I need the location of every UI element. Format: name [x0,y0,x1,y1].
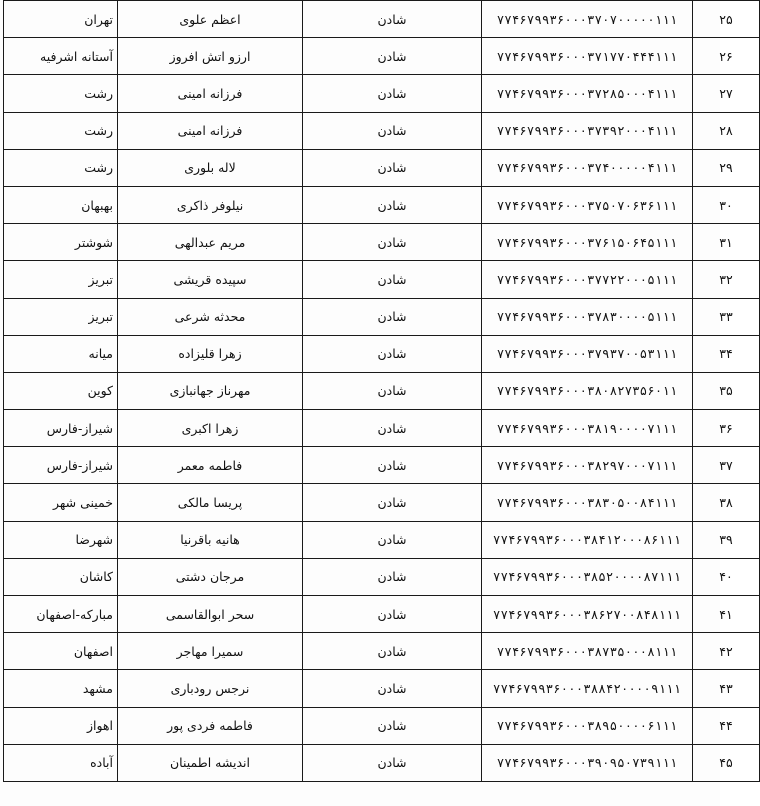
person-name-cell: محدثه شرعی [118,298,303,335]
table-row [4,484,760,521]
account-code-cell: ۷۷۴۶۷۹۹۳۶۰۰۰۳۹۰۹۵۰۷۳۹۱۱۱ [482,744,693,781]
status-cell: شادن [303,112,482,149]
city-cell: آستانه اشرفیه [4,38,118,75]
status-cell: شادن [303,558,482,595]
row-number-cell: ۲۶ [693,38,760,75]
city-cell: شیراز-فارس [4,447,118,484]
person-name-cell: مرجان دشتی [118,558,303,595]
city-cell: کاشان [4,558,118,595]
table-row [4,1,760,38]
account-code-cell: ۷۷۴۶۷۹۹۳۶۰۰۰۳۸۷۳۵۰۰۰۸۱۱۱ [482,633,693,670]
status-cell: شادن [303,707,482,744]
status-cell: شادن [303,224,482,261]
status-cell: شادن [303,261,482,298]
row-number-cell: ۳۳ [693,298,760,335]
city-cell: بهبهان [4,186,118,223]
status-cell: شادن [303,38,482,75]
status-cell: شادن [303,596,482,633]
person-name-cell: زهرا اکبری [118,410,303,447]
table-row [4,112,760,149]
account-code-cell: ۷۷۴۶۷۹۹۳۶۰۰۰۳۷۰۷۰۰۰۰۰۱۱۱ [482,1,693,38]
status-cell: شادن [303,335,482,372]
account-code-cell: ۷۷۴۶۷۹۹۳۶۰۰۰۳۸۰۸۲۷۳۵۶۰۱۱ [482,372,693,409]
account-code-cell: ۷۷۴۶۷۹۹۳۶۰۰۰۳۷۶۱۵۰۶۴۵۱۱۱ [482,224,693,261]
person-name-cell: سحر ابوالقاسمی [118,596,303,633]
city-cell: مشهد [4,670,118,707]
city-cell: اصفهان [4,633,118,670]
table-row [4,149,760,186]
person-name-cell: اندیشه اطمینان [118,744,303,781]
person-name-cell: نرجس رودباری [118,670,303,707]
city-cell: کوین [4,372,118,409]
table-row [4,224,760,261]
city-cell: شوشتر [4,224,118,261]
table-row [4,596,760,633]
table-row [4,372,760,409]
status-cell: شادن [303,75,482,112]
person-name-cell: سمیرا مهاجر [118,633,303,670]
person-name-cell: پریسا مالکی [118,484,303,521]
status-cell: شادن [303,298,482,335]
row-number-cell: ۲۵ [693,1,760,38]
table-row [4,298,760,335]
person-name-cell: فرزانه امینی [118,75,303,112]
table-row [4,447,760,484]
city-cell: رشت [4,75,118,112]
status-cell: شادن [303,521,482,558]
status-cell: شادن [303,744,482,781]
row-number-cell: ۲۸ [693,112,760,149]
city-cell: تبریز [4,261,118,298]
row-number-cell: ۳۵ [693,372,760,409]
account-code-cell: ۷۷۴۶۷۹۹۳۶۰۰۰۳۷۳۹۲۰۰۰۴۱۱۱ [482,112,693,149]
person-name-cell: هانیه باقرنیا [118,521,303,558]
status-cell: شادن [303,484,482,521]
table-row [4,521,760,558]
row-number-cell: ۴۱ [693,596,760,633]
table-row [4,335,760,372]
table-row [4,75,760,112]
person-name-cell: اعظم علوی [118,1,303,38]
person-name-cell: فرزانه امینی [118,112,303,149]
row-number-cell: ۴۳ [693,670,760,707]
table-row [4,744,760,781]
city-cell: تبریز [4,298,118,335]
row-number-cell: ۴۴ [693,707,760,744]
status-cell: شادن [303,447,482,484]
account-code-cell: ۷۷۴۶۷۹۹۳۶۰۰۰۳۸۲۹۷۰۰۰۷۱۱۱ [482,447,693,484]
city-cell: تهران [4,1,118,38]
person-name-cell: مهرناز جهانبازی [118,372,303,409]
table-row [4,410,760,447]
city-cell: رشت [4,112,118,149]
account-code-cell: ۷۷۴۶۷۹۹۳۶۰۰۰۳۸۶۲۷۰۰۸۴۸۱۱۱ [482,596,693,633]
city-cell: شهرضا [4,521,118,558]
row-number-cell: ۳۸ [693,484,760,521]
person-name-cell: ارزو اتش افروز [118,38,303,75]
account-code-cell: ۷۷۴۶۷۹۹۳۶۰۰۰۳۸۴۱۲۰۰۰۸۶۱۱۱ [482,521,693,558]
status-cell: شادن [303,670,482,707]
table-row [4,707,760,744]
table-row [4,38,760,75]
status-cell: شادن [303,186,482,223]
row-number-cell: ۳۷ [693,447,760,484]
person-name-cell: فاطمه فردی پور [118,707,303,744]
status-cell: شادن [303,1,482,38]
person-name-cell: زهرا قلیزاده [118,335,303,372]
person-name-cell: لاله بلوری [118,149,303,186]
city-cell: شیراز-فارس [4,410,118,447]
person-name-cell: سپیده قریشی [118,261,303,298]
account-code-cell: ۷۷۴۶۷۹۹۳۶۰۰۰۳۷۷۲۲۰۰۰۵۱۱۱ [482,261,693,298]
row-number-cell: ۳۶ [693,410,760,447]
city-cell: میانه [4,335,118,372]
row-number-cell: ۴۲ [693,633,760,670]
row-number-cell: ۴۰ [693,558,760,595]
row-number-cell: ۲۷ [693,75,760,112]
status-cell: شادن [303,372,482,409]
row-number-cell: ۳۹ [693,521,760,558]
city-cell: اهواز [4,707,118,744]
table-row [4,633,760,670]
row-number-cell: ۳۲ [693,261,760,298]
status-cell: شادن [303,149,482,186]
account-code-cell: ۷۷۴۶۷۹۹۳۶۰۰۰۳۸۸۴۲۰۰۰۰۹۱۱۱ [482,670,693,707]
account-code-cell: ۷۷۴۶۷۹۹۳۶۰۰۰۳۸۱۹۰۰۰۰۷۱۱۱ [482,410,693,447]
account-code-cell: ۷۷۴۶۷۹۹۳۶۰۰۰۳۸۵۲۰۰۰۰۸۷۱۱۱ [482,558,693,595]
status-cell: شادن [303,633,482,670]
account-code-cell: ۷۷۴۶۷۹۹۳۶۰۰۰۳۷۱۷۷۰۴۴۴۱۱۱ [482,38,693,75]
row-number-cell: ۳۴ [693,335,760,372]
city-cell: آباده [4,744,118,781]
city-cell: رشت [4,149,118,186]
table-body [4,1,760,782]
table-row [4,261,760,298]
city-cell: خمینی شهر [4,484,118,521]
row-number-cell: ۲۹ [693,149,760,186]
person-name-cell: مریم عبدالهی [118,224,303,261]
person-name-cell: فاطمه معمر [118,447,303,484]
table-row [4,670,760,707]
account-code-cell: ۷۷۴۶۷۹۹۳۶۰۰۰۳۷۸۳۰۰۰۰۵۱۱۱ [482,298,693,335]
account-code-cell: ۷۷۴۶۷۹۹۳۶۰۰۰۳۸۹۵۰۰۰۰۶۱۱۱ [482,707,693,744]
row-number-cell: ۴۵ [693,744,760,781]
city-cell: مبارکه-اصفهان [4,596,118,633]
account-code-cell: ۷۷۴۶۷۹۹۳۶۰۰۰۳۷۹۳۷۰۰۵۳۱۱۱ [482,335,693,372]
account-code-cell: ۷۷۴۶۷۹۹۳۶۰۰۰۳۷۲۸۵۰۰۰۴۱۱۱ [482,75,693,112]
row-number-cell: ۳۱ [693,224,760,261]
account-code-cell: ۷۷۴۶۷۹۹۳۶۰۰۰۳۷۴۰۰۰۰۰۴۱۱۱ [482,149,693,186]
row-number-cell: ۳۰ [693,186,760,223]
person-name-cell: نیلوفر ذاکری [118,186,303,223]
beneficiary-table [3,0,760,782]
status-cell: شادن [303,410,482,447]
account-code-cell: ۷۷۴۶۷۹۹۳۶۰۰۰۳۸۳۰۵۰۰۸۴۱۱۱ [482,484,693,521]
table-row [4,558,760,595]
table-row [4,186,760,223]
account-code-cell: ۷۷۴۶۷۹۹۳۶۰۰۰۳۷۵۰۷۰۶۳۶۱۱۱ [482,186,693,223]
